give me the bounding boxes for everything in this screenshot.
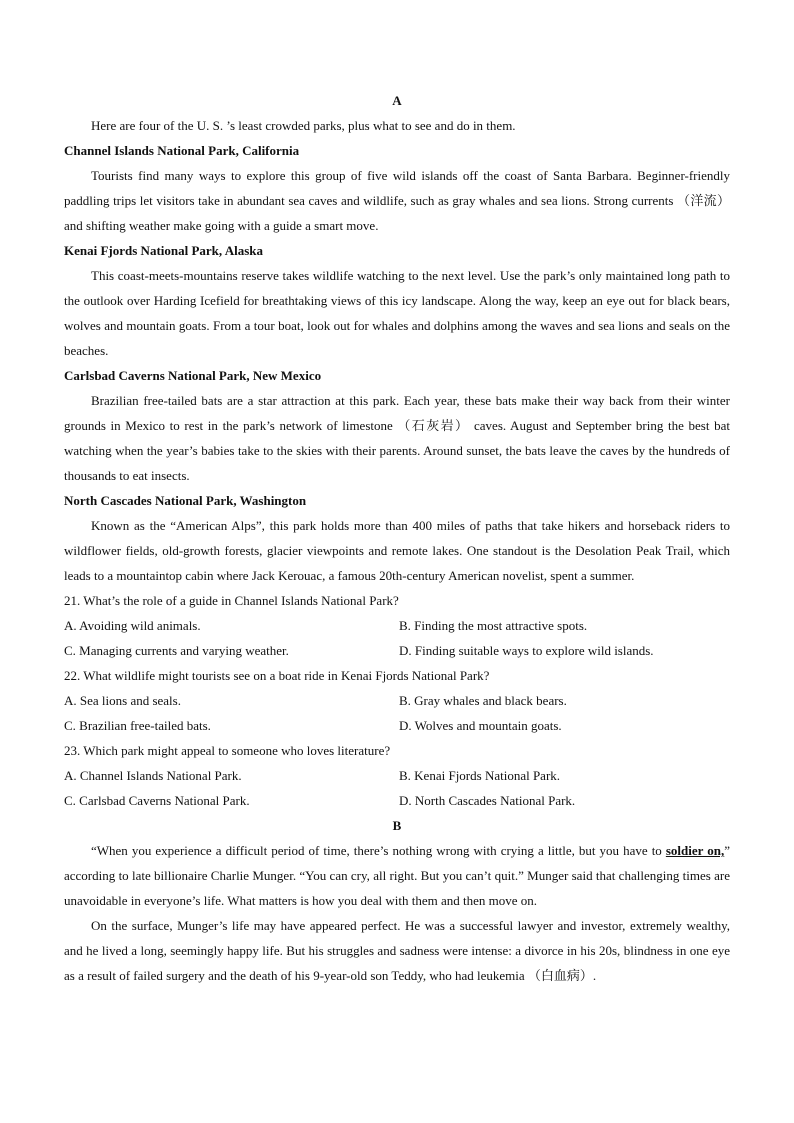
question-23-options-row-1 bbox=[64, 763, 730, 788]
passage-a-label: A bbox=[392, 93, 402, 108]
passage-b-paragraph-2: On the surface, Munger’s life may have appeared perfect. He was a successful lawyer and investor, extremely wealthy, and he lived a long, seemingly happy life. But his struggles and sadness were intense: a divorce in his 20s, blindness in one eye as a result of failed surgery and the death of his 9-year-old son Teddy, who had leukemia （白血病）. bbox=[64, 918, 730, 983]
park-heading-north-cascades: North Cascades National Park, Washington bbox=[64, 493, 307, 508]
question-23-stem: 23. Which park might appeal to someone who loves literature? bbox=[64, 743, 391, 758]
park-heading-channel-islands: Channel Islands National Park, California bbox=[64, 143, 300, 158]
passage-b-paragraph-1 bbox=[64, 838, 730, 913]
question-21-options-row-2 bbox=[64, 638, 730, 663]
passage-b-p1-after: ” according to late billionaire Charlie Munger. “You can cry, all right. But you can’t quit.” Munger said that challenging times are unavoidable in everyone’s life. What matters is how you deal with them and then move on. bbox=[64, 843, 730, 908]
passage-b-p1-before: “When you experience a difficult period of time, there’s nothing wrong with crying a little, but you have to bbox=[91, 843, 666, 858]
park-heading-kenai-fjords: Kenai Fjords National Park, Alaska bbox=[64, 243, 263, 258]
park-heading-carlsbad-caverns: Carlsbad Caverns National Park, New Mexico bbox=[64, 368, 322, 383]
passage-a-intro: Here are four of the U. S. ’s least crowded parks, plus what to see and do in them. bbox=[91, 118, 516, 133]
question-23-option-d[interactable]: D. North Cascades National Park. bbox=[399, 793, 576, 808]
question-23-option-a[interactable]: A. Channel Islands National Park. bbox=[64, 768, 242, 783]
park-text-channel-islands: Tourists find many ways to explore this group of five wild islands off the coast of Santa Barbara. Beginner-friendly paddling trips let visitors take in abundant sea caves and wildlife, such as gray whales and sea lions. Strong currents （洋流） and shifting weather make going with a guide a smart move. bbox=[64, 168, 730, 233]
question-23-option-b[interactable]: B. Kenai Fjords National Park. bbox=[399, 768, 561, 783]
question-21-options-row-1 bbox=[64, 613, 730, 638]
question-22-option-a[interactable]: A. Sea lions and seals. bbox=[64, 693, 181, 708]
question-22-stem: 22. What wildlife might tourists see on a boat ride in Kenai Fjords National Park? bbox=[64, 668, 490, 683]
question-21-option-a[interactable]: A. Avoiding wild animals. bbox=[64, 618, 201, 633]
question-23-option-c[interactable]: C. Carlsbad Caverns National Park. bbox=[64, 793, 250, 808]
question-22-options-row-1 bbox=[64, 688, 730, 713]
passage-b-label: B bbox=[392, 818, 402, 833]
question-22-option-c[interactable]: C. Brazilian free-tailed bats. bbox=[64, 718, 211, 733]
question-22-option-b[interactable]: B. Gray whales and black bears. bbox=[399, 693, 567, 708]
exam-page bbox=[64, 88, 730, 988]
question-21-option-c[interactable]: C. Managing currents and varying weather. bbox=[64, 643, 289, 658]
question-21-option-b[interactable]: B. Finding the most attractive spots. bbox=[399, 618, 588, 633]
park-text-north-cascades: Known as the “American Alps”, this park holds more than 400 miles of paths that take hikers and horseback riders to wildflower fields, old-growth forests, glacier viewpoints and remote lakes. One standout is the Desolation Peak Trail, which leads to a mountaintop cabin where Jack Kerouac, a famous 20th-century American novelist, spent a summer. bbox=[64, 518, 730, 583]
question-22-options-row-2 bbox=[64, 713, 730, 738]
question-21-option-d[interactable]: D. Finding suitable ways to explore wild islands. bbox=[399, 643, 654, 658]
underlined-phrase: soldier on, bbox=[665, 843, 725, 858]
question-21-stem: 21. What’s the role of a guide in Channel Islands National Park? bbox=[64, 593, 399, 608]
park-text-kenai-fjords: This coast-meets-mountains reserve takes wildlife watching to the next level. Use the park’s only maintained long path to the outlook over Harding Icefield for breathtaking views of this icy landscape. Along the way, keep an eye out for black bears, wolves and mountain goats. From a tour boat, look out for whales and dolphins among the waves and sea lions and seals on the beaches. bbox=[64, 268, 730, 358]
question-23-options-row-2 bbox=[64, 788, 730, 813]
park-text-carlsbad-caverns: Brazilian free-tailed bats are a star attraction at this park. Each year, these bats make their way back from their winter grounds in Mexico to rest in the park’s network of limestone （石灰岩） caves. August and September bring the best bat watching when the year’s babies take to the skies with their parents. Around sunset, the bats leave the caves by the hundreds of thousands to eat insects. bbox=[64, 393, 730, 483]
question-22-option-d[interactable]: D. Wolves and mountain goats. bbox=[399, 718, 562, 733]
